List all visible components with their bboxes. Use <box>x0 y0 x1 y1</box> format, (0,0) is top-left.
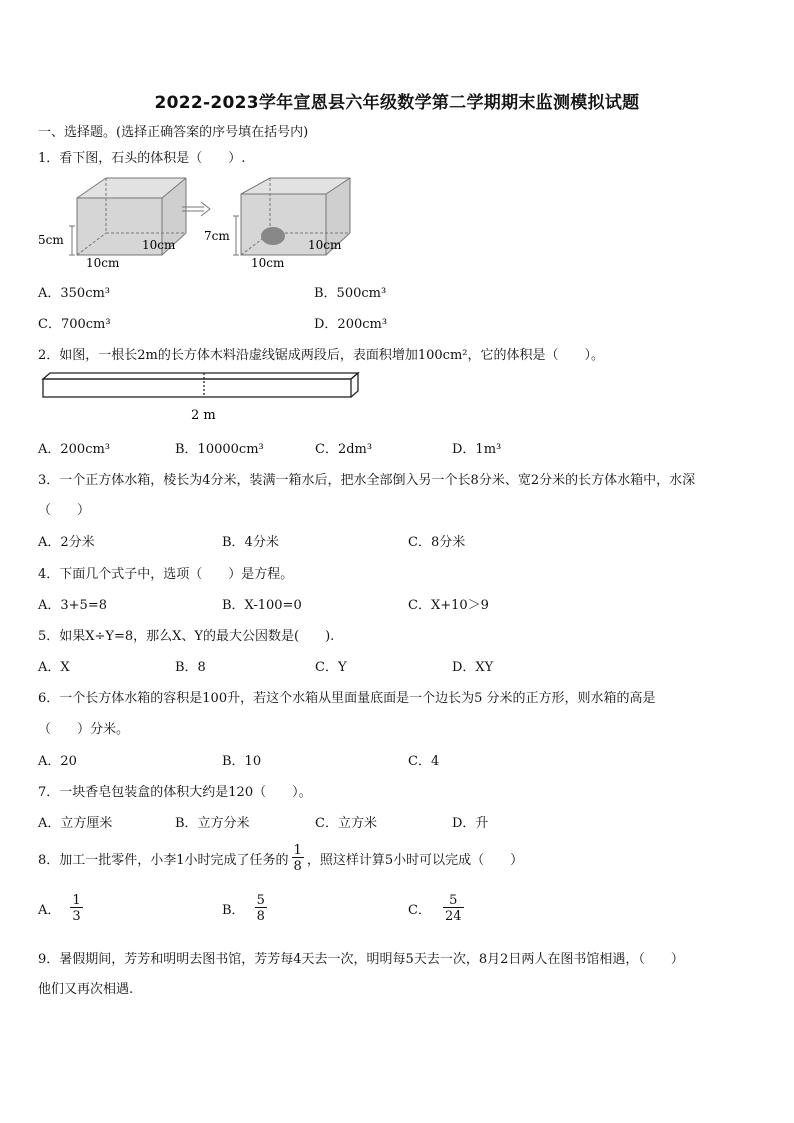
q6-option-b[interactable]: B．10 <box>222 754 262 769</box>
question-4: 4．下面几个式子中，选项（ ）是方程。 <box>38 567 294 582</box>
q1-d-label-left: 10cm <box>142 238 176 252</box>
q1-h1-label: 5cm <box>38 233 64 247</box>
q8-fraction <box>292 844 304 873</box>
q7-option-a[interactable]: A．立方厘米 <box>38 816 113 831</box>
q7-option-c[interactable]: C．立方米 <box>315 816 377 831</box>
q1-option-c[interactable]: C．700cm³ <box>38 317 111 332</box>
q8-frac-num: 1 <box>293 842 302 858</box>
q1-h2-label: 7cm <box>204 229 230 243</box>
q2-option-c[interactable]: C．2dm³ <box>315 442 373 457</box>
q1-cube-figure <box>36 170 356 270</box>
q2-length-label: 2 m <box>191 408 216 423</box>
q5-option-a[interactable]: A．X <box>38 660 70 675</box>
page-title: 2022-2023学年宣恩县六年级数学第二学期期末监测模拟试题 <box>154 93 640 113</box>
q8-text-after: ，照这样计算5小时可以完成（ ） <box>306 852 524 868</box>
q8-option-b[interactable]: B． $\frac{5}{8}$ <box>222 892 265 924</box>
q2-option-a[interactable]: A．200cm³ <box>38 442 111 457</box>
q1-w-label-left: 10cm <box>86 256 120 270</box>
section-heading: 一、选择题。(选择正确答案的序号填在括号内) <box>38 125 309 140</box>
question-9: 9．暑假期间，芳芳和明明去图书馆，芳芳每4天去一次，明明每5天去一次，8月2日两人在图书馆相遇，（ ） <box>38 952 684 967</box>
q8-frac-den: 8 <box>293 858 302 874</box>
q4-option-b[interactable]: B．X-100=0 <box>222 598 302 613</box>
q6-option-c[interactable]: C．4 <box>408 754 440 769</box>
q3-option-a[interactable]: A．2分米 <box>38 535 95 550</box>
q7-option-b[interactable]: B．立方分米 <box>175 816 250 831</box>
q1-option-d[interactable]: D．200cm³ <box>314 317 388 332</box>
q2-beam-figure <box>38 370 363 425</box>
q8-option-c[interactable]: C． $\frac{5}{24}$ <box>408 892 462 924</box>
stone-icon <box>261 227 285 245</box>
question-8 <box>38 838 523 878</box>
question-2: 2．如图，一根长2m的长方体木料沿虚线锯成两段后，表面积增加100cm²，它的体积是（ ）。 <box>38 348 605 363</box>
question-1: 1．看下图，石头的体积是（ ）. <box>38 151 246 166</box>
q7-option-d[interactable]: D．升 <box>452 816 489 831</box>
question-7: 7．一块香皂包装盒的体积大约是120（ ）。 <box>38 785 312 800</box>
q1-option-b[interactable]: B．500cm³ <box>314 286 387 301</box>
q6-option-a[interactable]: A．20 <box>38 754 77 769</box>
q1-option-a[interactable]: A．350cm³ <box>38 286 111 301</box>
question-3-cont: （ ） <box>38 503 91 518</box>
q5-option-b[interactable]: B．8 <box>175 660 206 675</box>
q3-option-b[interactable]: B．4分米 <box>222 535 279 550</box>
q5-option-c[interactable]: C．Y <box>315 660 347 675</box>
question-5: 5．如果X÷Y=8，那么X、Y的最大公因数是( ). <box>38 629 335 644</box>
q8-option-a[interactable]: A． $\frac{1}{3}$ <box>38 892 81 924</box>
question-6: 6．一个长方体水箱的容积是100升，若这个水箱从里面量底面是一个边长为5 分米的正方形，则水箱的高是 <box>38 691 656 706</box>
q4-option-c[interactable]: C．X+10＞9 <box>408 598 489 613</box>
q8-text-before: 8．加工一批零件，小李1小时完成了任务的 <box>38 852 289 868</box>
q1-d-label-right: 10cm <box>308 238 342 252</box>
q3-option-c[interactable]: C．8分米 <box>408 535 466 550</box>
question-9-cont: 他们又再次相遇. <box>38 982 134 997</box>
question-6-cont: （ ）分米。 <box>38 722 130 737</box>
q1-w-label-right: 10cm <box>251 256 285 270</box>
q2-option-d[interactable]: D．1m³ <box>452 442 502 457</box>
q5-option-d[interactable]: D．XY <box>452 660 494 675</box>
q4-option-a[interactable]: A．3+5=8 <box>38 598 107 613</box>
question-3: 3．一个正方体水箱，棱长为4分米，装满一箱水后，把水全部倒入另一个长8分米、宽2分米的长方体水箱中，水深 <box>38 473 696 488</box>
q2-option-b[interactable]: B．10000cm³ <box>175 442 264 457</box>
